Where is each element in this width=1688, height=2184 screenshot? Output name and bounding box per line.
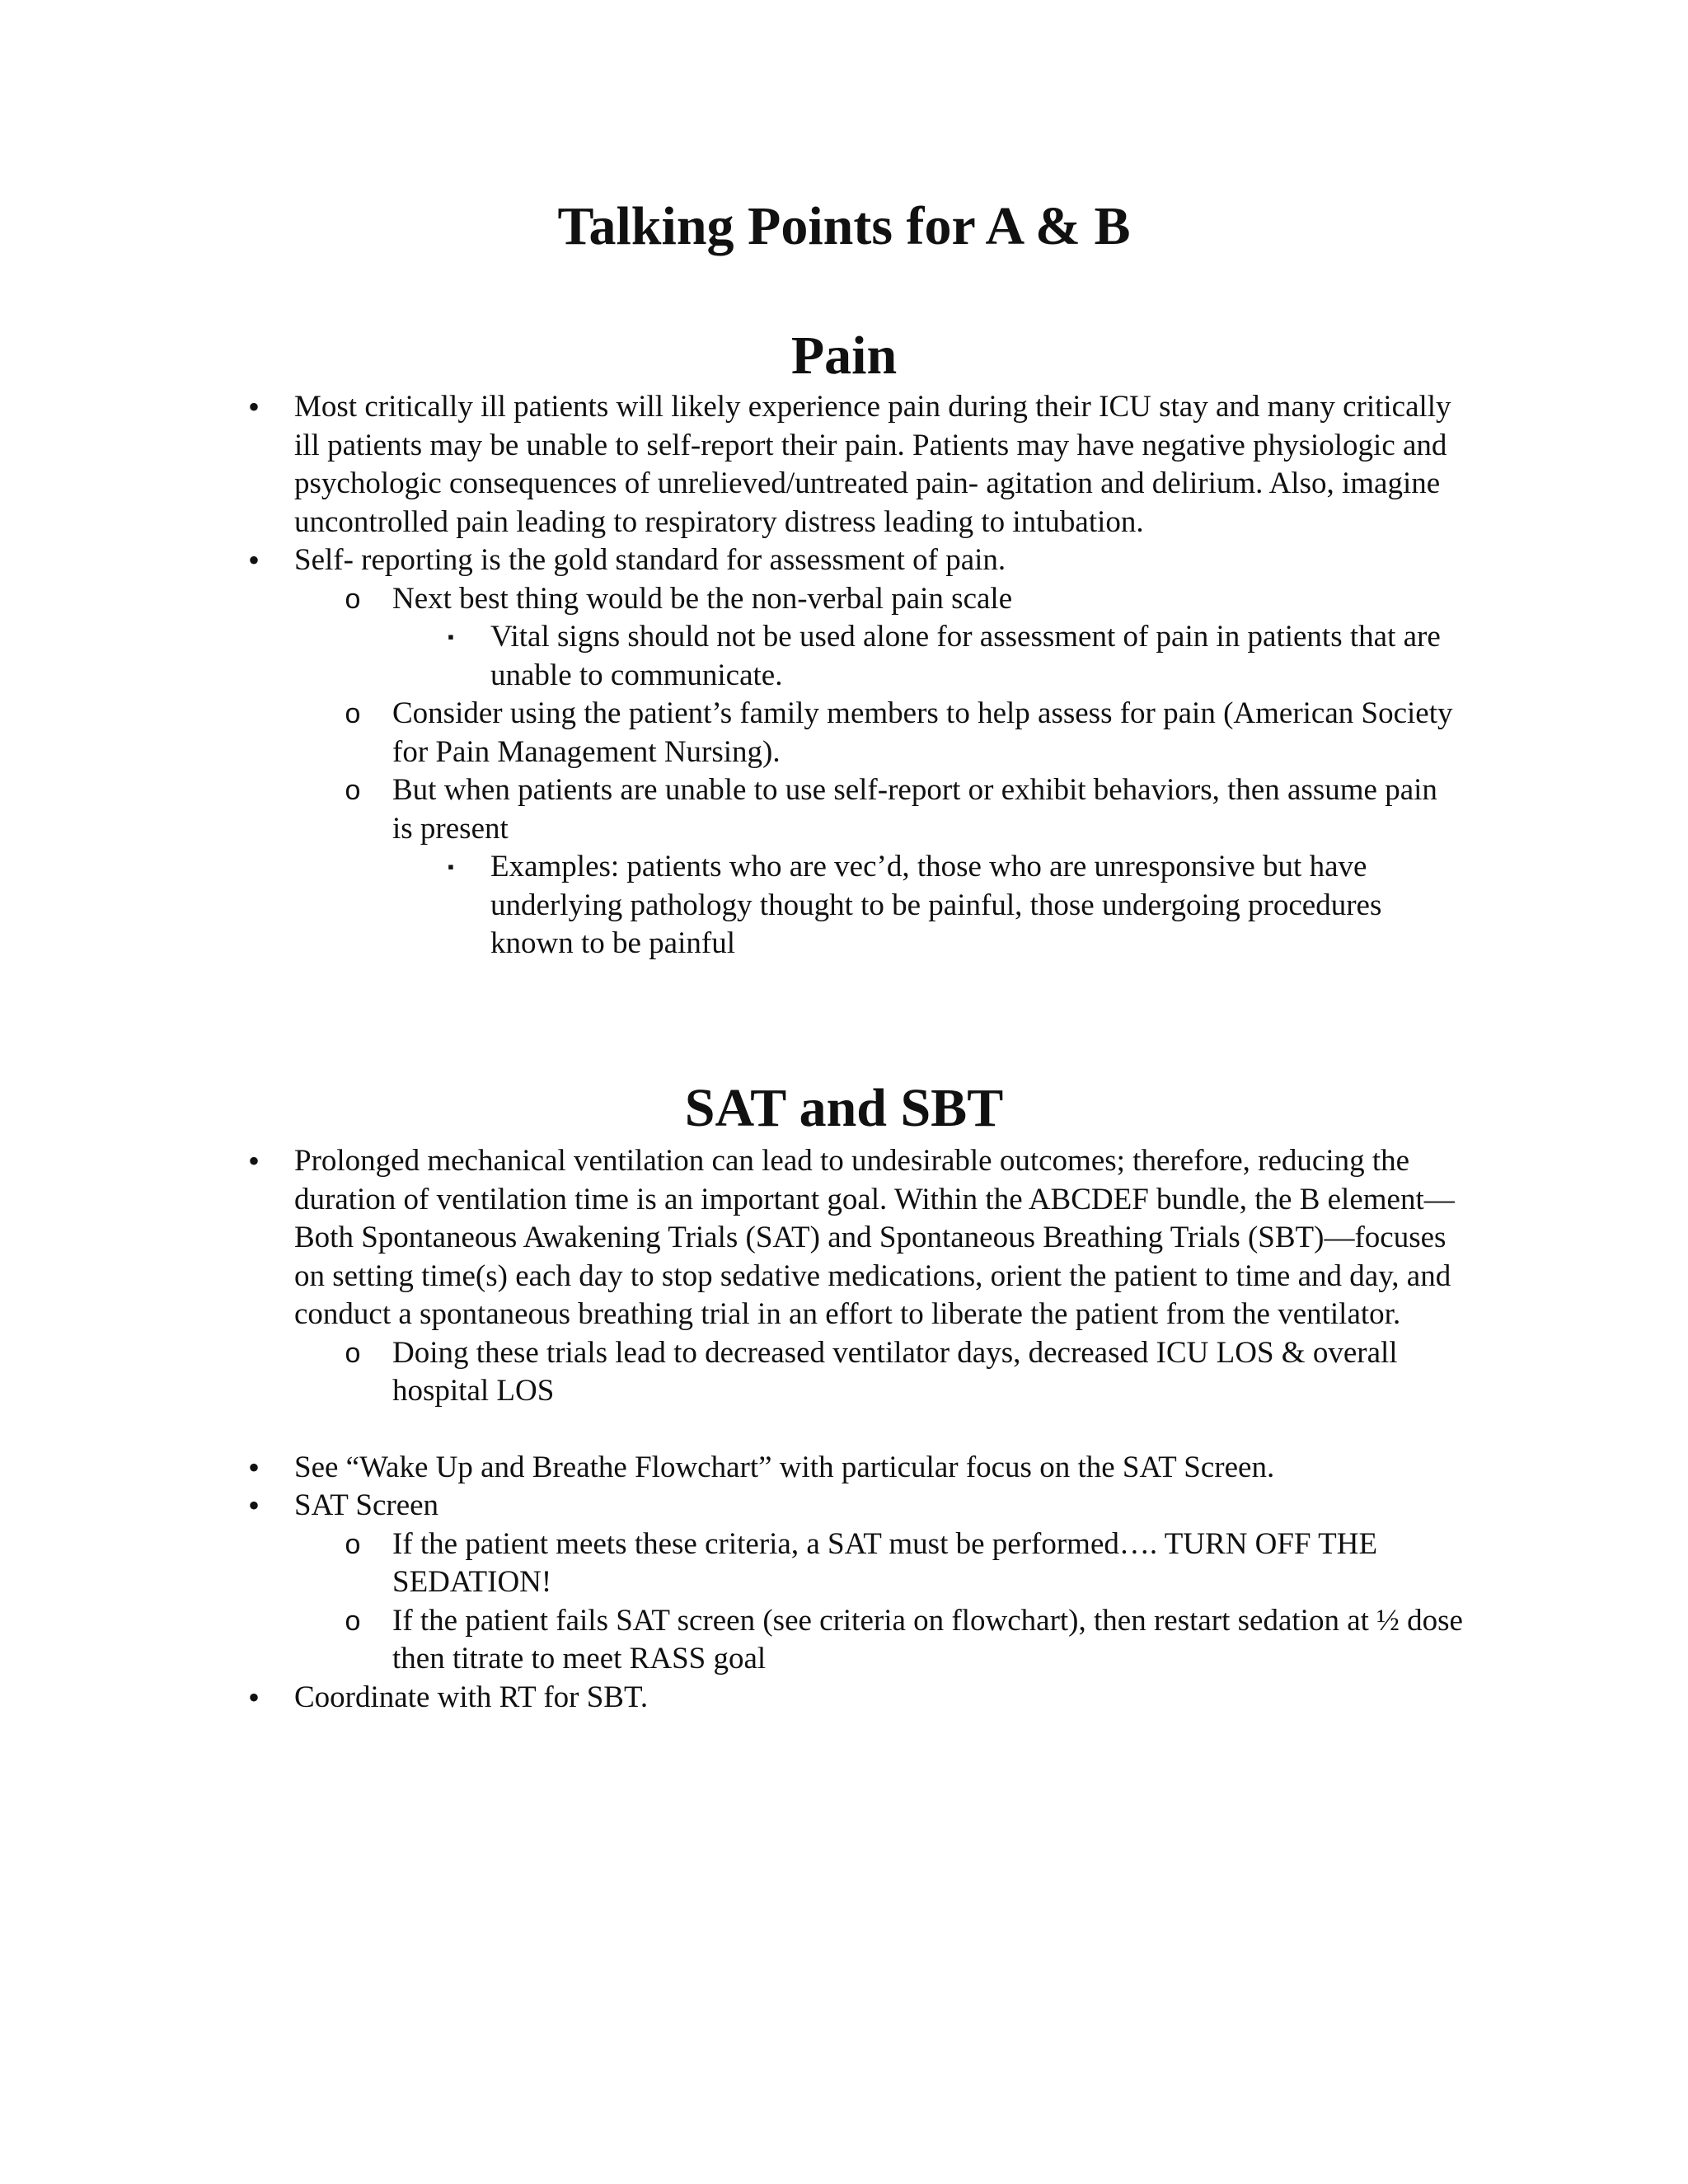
bullet-icon: • bbox=[247, 1142, 260, 1179]
circle-bullet-icon: o bbox=[345, 698, 361, 729]
pain-section bbox=[0, 388, 1688, 963]
list-item-text: If the patient meets these criteria, a SAT must be performed…. TURN OFF THE SEDATION! bbox=[392, 1526, 1378, 1599]
circle-bullet-icon: o bbox=[345, 1605, 361, 1637]
list-item-text: Self- reporting is the gold standard for assessment of pain. bbox=[294, 543, 1006, 577]
document-title: Talking Points for A & B bbox=[557, 196, 1131, 256]
sub-list-item bbox=[0, 695, 1464, 771]
list-item-text: Examples: patients who are vec’d, those who are unresponsive but have underlying pathology thought to be painful, those undergoing procedures known to be painful bbox=[490, 850, 1382, 960]
bullet-icon: • bbox=[247, 541, 260, 579]
bullet-icon: • bbox=[247, 388, 260, 425]
sub-list-item bbox=[0, 1334, 1464, 1411]
circle-bullet-icon: o bbox=[345, 1528, 361, 1560]
sub-sub-list-item bbox=[0, 618, 1467, 695]
section-heading-sat-sbt: SAT and SBT bbox=[684, 1078, 1004, 1138]
sub-sub-list-item bbox=[0, 848, 1467, 963]
list-item-text: Doing these trials lead to decreased ventilator days, decreased ICU LOS & overall hospital LOS bbox=[392, 1335, 1398, 1408]
list-item-text: Next best thing would be the non-verbal pain scale bbox=[392, 581, 1013, 616]
circle-bullet-icon: o bbox=[345, 1337, 361, 1369]
square-bullet-icon: ▪ bbox=[448, 856, 454, 877]
pain-list bbox=[0, 388, 1688, 963]
section-heading-pain: Pain bbox=[790, 326, 898, 386]
list-item bbox=[0, 541, 1481, 580]
list-item-text: Prolonged mechanical ventilation can lead to undesirable outcomes; therefore, reducing the duration of ventilation time is an important goal. Within the ABCDEF bundle, the B element—Both Spontaneous Awakening Trials (SAT) and Spontaneous Breathing Trials (SBT)—focuses on setting time(s) each day to stop sedative medications, orient the patient to time and day, and conduct a spontaneous breathing trial in an effort to liberate the patient from the ventilator. bbox=[294, 1144, 1455, 1331]
list-item bbox=[0, 1487, 1481, 1526]
sat-sbt-list bbox=[0, 1142, 1688, 1717]
list-item bbox=[0, 1449, 1481, 1488]
circle-bullet-icon: o bbox=[345, 775, 361, 806]
sub-list-item bbox=[0, 771, 1464, 848]
list-item-text: Consider using the patient’s family members to help assess for pain (American Society for Pain Management Nursing). bbox=[392, 696, 1453, 769]
sat-sbt-section bbox=[0, 1142, 1688, 1717]
list-item-text: SAT Screen bbox=[294, 1488, 439, 1522]
list-spacer bbox=[0, 1411, 1688, 1449]
list-item-text: But when patients are unable to use self-report or exhibit behaviors, then assume pain is present bbox=[392, 773, 1437, 846]
sub-list-item bbox=[0, 1526, 1464, 1602]
list-item-text: See “Wake Up and Breathe Flowchart” with particular focus on the SAT Screen. bbox=[294, 1450, 1275, 1484]
list-item-text: If the patient fails SAT screen (see criteria on flowchart), then restart sedation at ½ dose then titrate to meet RASS goal bbox=[392, 1603, 1463, 1675]
circle-bullet-icon: o bbox=[345, 583, 361, 615]
bullet-icon: • bbox=[247, 1487, 260, 1524]
square-bullet-icon: ▪ bbox=[448, 626, 454, 647]
list-item-text: Coordinate with RT for SBT. bbox=[294, 1680, 649, 1714]
list-item bbox=[0, 1142, 1481, 1334]
bullet-icon: • bbox=[247, 1678, 260, 1716]
list-item-text: Most critically ill patients will likely experience pain during their ICU stay and many critically ill patients may be unable to self-report their pain. Patients may have negative physiologic and psychologic consequences of unrelieved/untreated pain- agitation and delirium. Also, imagine uncontrolled pain leading to respiratory distress leading to intubation. bbox=[294, 390, 1451, 539]
bullet-icon: • bbox=[247, 1448, 260, 1486]
list-item bbox=[0, 1679, 1481, 1718]
sub-list-item bbox=[0, 1602, 1464, 1679]
list-item-text: Vital signs should not be used alone for assessment of pain in patients that are unable to communicate. bbox=[490, 620, 1441, 692]
list-item bbox=[0, 388, 1481, 541]
sub-list-item bbox=[0, 580, 1464, 619]
